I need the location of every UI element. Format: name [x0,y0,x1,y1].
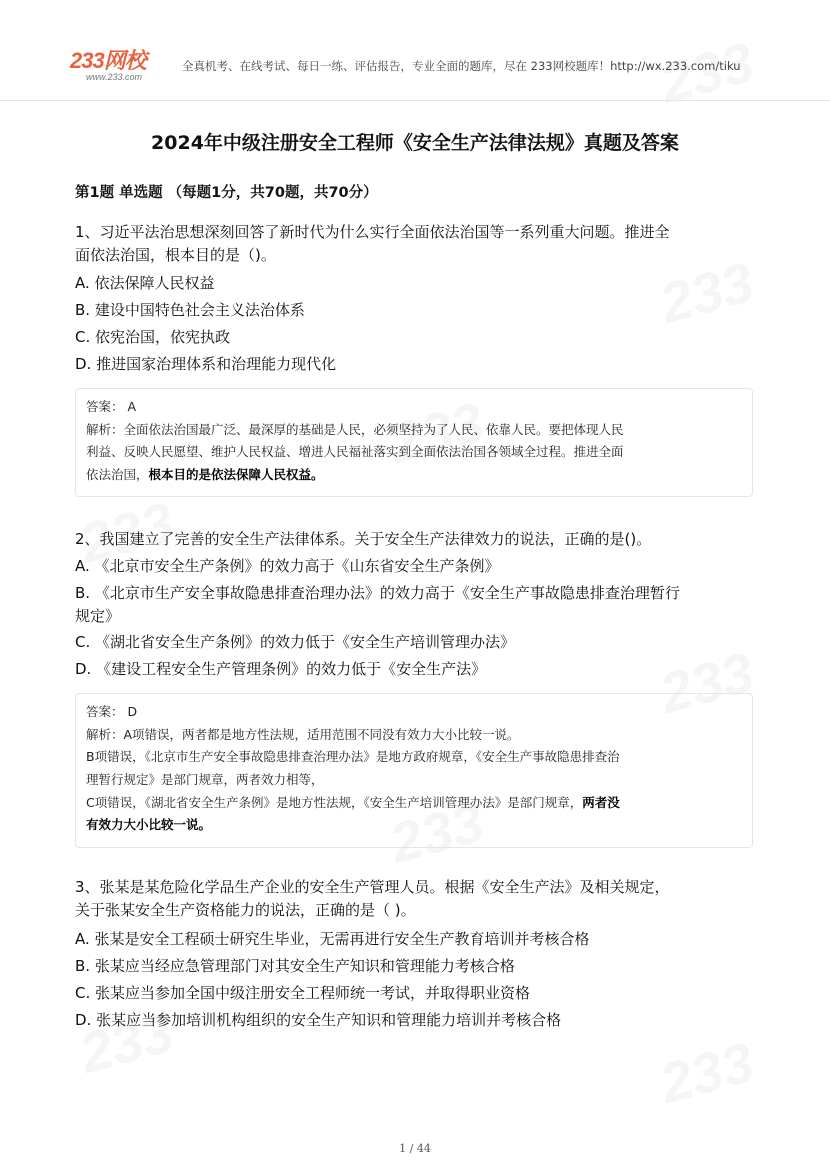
option-b: B. 《北京市生产安全事故隐患排查治理办法》的效力高于《安全生产事故隐患排查治理暂行 [75,584,680,602]
answer-box-1: 答案： A 解析：全面依法治国最广泛、最深厚的基础是人民，必须坚持为了人民、依靠人民。要把体现人民 利益、反映人民愿望、维护人民权益、增进人民福祉落实到全面依法治国各领域全过程。推进全面 依法治国，根本目的是依法保障人民权益。 [75,388,753,497]
page-header [0,40,830,101]
option-a: A. 依法保障人民权益 [75,274,215,292]
logo: 233网校 www.233.com [70,48,146,82]
section-heading: 第1题 单选题 （每题1分，共70题，共70分） [75,185,378,201]
option-a: A. 张某是安全工程硕士研究生毕业，无需再进行安全生产教育培训并考核合格 [75,930,590,948]
option-d: D. 张某应当参加培训机构组织的安全生产知识和管理能力培训并考核合格 [75,1011,562,1029]
question-1: 1、习近平法治思想深刻回答了新时代为什么实行全面依法治国等一系列重大问题。推进全 面依法治国，根本目的是（)。 A. 依法保障人民权益 B. 建设中国特色社会主义法治体系 C. 依宪治国，依宪执政 D. 推进国家治理体系和治理能力现代化 [75,221,765,378]
document-title: 2024年中级注册安全工程师《安全生产法律法规》真题及答案 [151,132,679,154]
option-b: B. 张某应当经应急管理部门对其安全生产知识和管理能力考核合格 [75,957,515,975]
option-d: D. 《建设工程安全生产管理条例》的效力低于《安全生产法》 [75,660,487,678]
question-3: 3、张某是某危险化学品生产企业的安全生产管理人员。根据《安全生产法》及相关规定， 关于张某安全生产资格能力的说法，正确的是（ )。 A. 张某是安全工程硕士研究生毕业，无需再进行安全生产教育培训并考核合格 B. 张某应当经应急管理部门对其安全生产知识和管理能力考核合格 C. 张某应当参加全国中级注册安全工程师统一考试，并取得职业资格 D. 张某应当参加培训机构组织的安全生产知识和管理能力培训并考核合格 [75,876,765,1034]
page-number: 1 / 44 [399,1142,431,1155]
option-c: C. 《湖北省安全生产条例》的效力低于《安全生产培训管理办法》 [75,633,516,651]
option-b: B. 建设中国特色社会主义法治体系 [75,301,305,319]
answer: 答案： D [86,704,138,719]
option-d: D. 推进国家治理体系和治理能力现代化 [75,355,337,373]
answer-box-2: 答案： D 解析：A项错误，两者都是地方性法规，适用范围不同没有效力大小比较一说。 B项错误，《北京市生产安全事故隐患排查治理办法》是地方政府规章，《安全生产事故隐患排查治 理暂行规定》是部门规章，两者效力相等， C项错误，《湖北省安全生产条例》是地方性法规，《安全生产培训管理办法》是部门规章，两者没 有效力大小比较一说。 [75,693,753,848]
watermark [653,1029,760,1116]
answer: 答案： A [86,399,137,414]
option-c: C. 张某应当参加全国中级注册安全工程师统一考试，并取得职业资格 [75,984,531,1002]
header-slogan: 全真机考、在线考试、每日一练、评估报告，专业全面的题库，尽在 233网校题库！http://wx.233.com/tiku [182,59,741,73]
option-c: C. 依宪治国，依宪执政 [75,328,231,346]
option-a: A. 《北京市安全生产条例》的效力高于《山东省安全生产条例》 [75,557,500,575]
question-2: 2、我国建立了完善的安全生产法律体系。关于安全生产法律效力的说法，正确的是()。 A. 《北京市安全生产条例》的效力高于《山东省安全生产条例》 B. 《北京市生产安全事故隐患排查治理办法》的效力高于《安全生产事故隐患排查治理暂行 规定》 C. 《湖北省安全生产条例》的效力低于《安全生产培训管理办法》 D. 《建设工程安全生产管理条例》的效力低于《安全生产法》 [75,526,765,683]
